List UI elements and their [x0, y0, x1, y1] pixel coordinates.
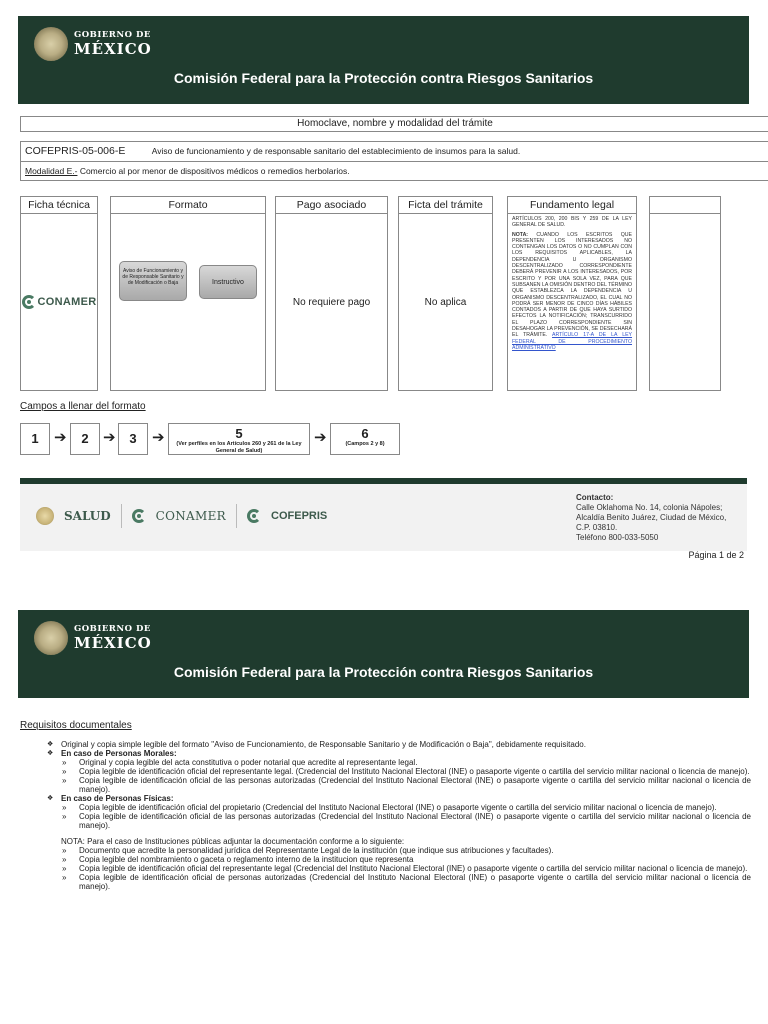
- page-title: Comisión Federal para la Protección contra Riesgos Sanitarios: [173, 70, 594, 86]
- requisitos-list: [20, 740, 751, 891]
- campo-step-2: 2: [70, 423, 100, 455]
- conamer-logo-icon: [22, 295, 36, 309]
- ficha-tecnica-header: Ficha técnica: [21, 197, 97, 214]
- logo-divider: [121, 504, 122, 528]
- legal-link[interactable]: ARTÍCULO 17-A DE LA LEY FEDERAL DE PROCEDIMIENTO ADMINISTRATIVO: [512, 332, 632, 351]
- campo-step-6: [330, 423, 400, 455]
- ficta-value: No aplica: [424, 296, 467, 308]
- header-banner: [18, 16, 749, 104]
- conamer-ficha-link[interactable]: [22, 295, 97, 309]
- campo-step-5-number: 5: [235, 426, 243, 441]
- tramite-code: COFEPRIS-05-006-E: [25, 145, 126, 157]
- tramite-description: Aviso de funcionamiento y de responsable sanitario del establecimiento de insumos para la salud.: [151, 146, 521, 156]
- campo-step-5: [168, 423, 310, 455]
- contact-line: C.P. 03810.: [576, 523, 618, 532]
- header-banner-page2: [18, 610, 749, 698]
- list-item: ❖ En caso de Personas Físicas:: [20, 794, 751, 803]
- list-item: » Copia legible de identificación oficial de las personas autorizadas (Credencial del Instituto Nacional Electoral (INE) o pasaporte vigente o cartilla del servicio militar nacional o licencia de manejo).: [20, 812, 751, 830]
- mexico-label: MÉXICO: [74, 40, 152, 58]
- conamer-logo-text: CONAMER: [37, 296, 97, 308]
- list-item: » Copia legible de identificación oficial del propietario (Credencial del Instituto Nacional Electoral (INE) o pasaporte vigente o cartilla del servicio militar nacional o licencia de manejo).: [20, 803, 751, 812]
- conamer-logo-icon: [132, 509, 146, 523]
- cofepris-logo-text: COFEPRIS: [271, 510, 328, 522]
- homoclave-box: [20, 141, 768, 181]
- requisitos-title: Requisitos documentales: [20, 720, 132, 731]
- contact-block: [576, 493, 726, 543]
- fundamento-header: Fundamento legal: [508, 197, 636, 214]
- salud-logo-text: SALUD: [64, 509, 111, 523]
- page-number: Página 1 de 2: [688, 550, 744, 560]
- ficta-column: [398, 196, 493, 391]
- list-item: » Documento que acredite la personalidad jurídica del Representante Legal de la institución (que indique sus atribuciones y facultades).: [20, 846, 751, 855]
- mexico-seal-icon: [34, 621, 68, 655]
- pago-column: [275, 196, 388, 391]
- homoclave-heading: Homoclave, nombre y modalidad del trámite: [20, 116, 768, 132]
- salud-seal-icon: [36, 507, 54, 525]
- campo-step-6-note: (Campos 2 y 8): [345, 441, 385, 447]
- modalidad-row: [21, 162, 768, 181]
- legal-nota-text: CUANDO LOS ESCRITOS QUE PRESENTEN LOS INTERESADOS NO CONTENGAN LOS DATOS O NO CUMPLAN CON LOS REQUISITOS APLICABLES, LA DEPENDENCIA U ORGANISMO DESCENTRALIZADO CORRESPONDIENTE DEBERÁ PREVENIR A LOS INTERESADOS, POR ESCRITO Y POR UNA SOLA VEZ, PARA QUE SUBSANEN LA OMISIÓN DENTRO DEL TÉRMINO QUE ESTABLEZCA LA DEPENDENCIA U ORGANISMO DESCENTRALIZADO, EL CUAL NO PODRÁ SER MENOR DE CINCO DÍAS HÁBILES CONTADOS A PARTIR DE QUE HAYA SURTIDO EFECTOS LA NOTIFICACIÓN; TRANSCURRIDO EL PLAZO CORRESPONDIENTE SIN DESAHOGAR LA PREVENCIÓN, SE DESECHARÁ EL TRÁMITE.: [512, 231, 632, 339]
- empty-column: [649, 196, 721, 391]
- list-item: ❖ En caso de Personas Morales:: [20, 749, 751, 758]
- campo-step-6-number: 6: [361, 426, 369, 441]
- mexico-label: MÉXICO: [74, 634, 152, 652]
- arrow-icon: ➔: [152, 429, 165, 446]
- formato-header: Formato: [111, 197, 265, 214]
- gobierno-label: GOBIERNO DE: [74, 624, 151, 634]
- ficha-tecnica-column: [20, 196, 98, 391]
- fundamento-text: [508, 214, 636, 390]
- contact-line: Calle Oklahoma No. 14, colonia Nápoles;: [576, 503, 723, 512]
- ficta-header: Ficta del trámite: [399, 197, 492, 214]
- campos-title: Campos a llenar del formato: [20, 401, 146, 412]
- instructivo-button[interactable]: Instructivo: [199, 265, 257, 299]
- conamer-footer-text: CONAMER: [155, 509, 227, 523]
- footer: [20, 484, 747, 551]
- formato-aviso-button[interactable]: Aviso de Funcionamiento y de Responsable Sanitario y de Modificación o Baja: [119, 261, 187, 301]
- legal-nota-label: NOTA:: [512, 231, 529, 238]
- contact-label: Contacto:: [576, 493, 614, 502]
- campo-step-1: 1: [20, 423, 50, 455]
- page-title: Comisión Federal para la Protección contra Riesgos Sanitarios: [173, 664, 594, 680]
- contact-phone: Teléfono 800-033-5050: [576, 533, 659, 542]
- contact-line: Alcaldía Benito Juárez, Ciudad de México,: [576, 513, 727, 522]
- gobierno-label: GOBIERNO DE: [74, 30, 151, 40]
- arrow-icon: ➔: [103, 429, 116, 446]
- campo-step-3: 3: [118, 423, 148, 455]
- modalidad-text: Comercio al por menor de dispositivos médicos o remedios herbolarios.: [77, 166, 350, 176]
- list-item: » Copia legible de identificación oficial de las personas autorizadas (Credencial del Instituto Nacional Electoral (INE) o pasaporte vigente o cartilla del servicio militar nacional o licencia de manejo).: [20, 776, 751, 794]
- footer-logos: [36, 504, 327, 528]
- mexico-seal-icon: [34, 27, 68, 61]
- modalidad-label: Modalidad E.-: [25, 166, 78, 176]
- cofepris-logo-icon: [247, 509, 261, 523]
- empty-header: [650, 197, 720, 214]
- campo-step-5-note: (Ver perfiles en los Artículos 260 y 261 de la Ley General de Salud): [176, 441, 302, 454]
- fundamento-column: [507, 196, 637, 391]
- list-item: » Original y copia legible del acta constitutiva o poder notarial que acredite al representante legal.: [20, 758, 751, 767]
- arrow-icon: ➔: [54, 429, 67, 446]
- list-item: » Copia legible de identificación oficial del representante legal (Credencial del Instituto Nacional Electoral (INE) o pasaporte vigente o cartilla del servicio militar nacional o licencia de manejo).: [20, 864, 751, 873]
- list-item: » Copia legible de identificación oficial del representante legal. (Credencial del Instituto Nacional Electoral (INE) o pasaporte vigente o cartilla del servicio militar nacional o licencia de manejo).: [20, 767, 751, 776]
- list-item: ❖ Original y copia simple legible del formato "Aviso de Funcionamiento, de Responsable Sanitario y de Modificación o Baja", debidamente requisitado.: [20, 740, 751, 749]
- arrow-icon: ➔: [314, 429, 327, 446]
- formato-column: [110, 196, 266, 391]
- pago-header: Pago asociado: [276, 197, 387, 214]
- pago-value: No requiere pago: [292, 296, 371, 308]
- homoclave-row: [21, 142, 768, 162]
- list-item: » Copia legible de identificación oficial de personas autorizadas (Credencial del Instituto Nacional Electoral (INE) o pasaporte vigente o cartilla del servicio militar nacional o licencia de manejo).: [20, 873, 751, 891]
- logo-divider: [236, 504, 237, 528]
- list-item: » Copia legible del nombramiento o gaceta o reglamento interno de la institucion que representa: [20, 855, 751, 864]
- nota-text: NOTA: Para el caso de Instituciones públicas adjuntar la documentación conforme a lo siguiente:: [61, 837, 405, 846]
- legal-articles: ARTÍCULOS 200, 200 BIS Y 259 DE LA LEY GENERAL DE SALUD.: [512, 216, 632, 229]
